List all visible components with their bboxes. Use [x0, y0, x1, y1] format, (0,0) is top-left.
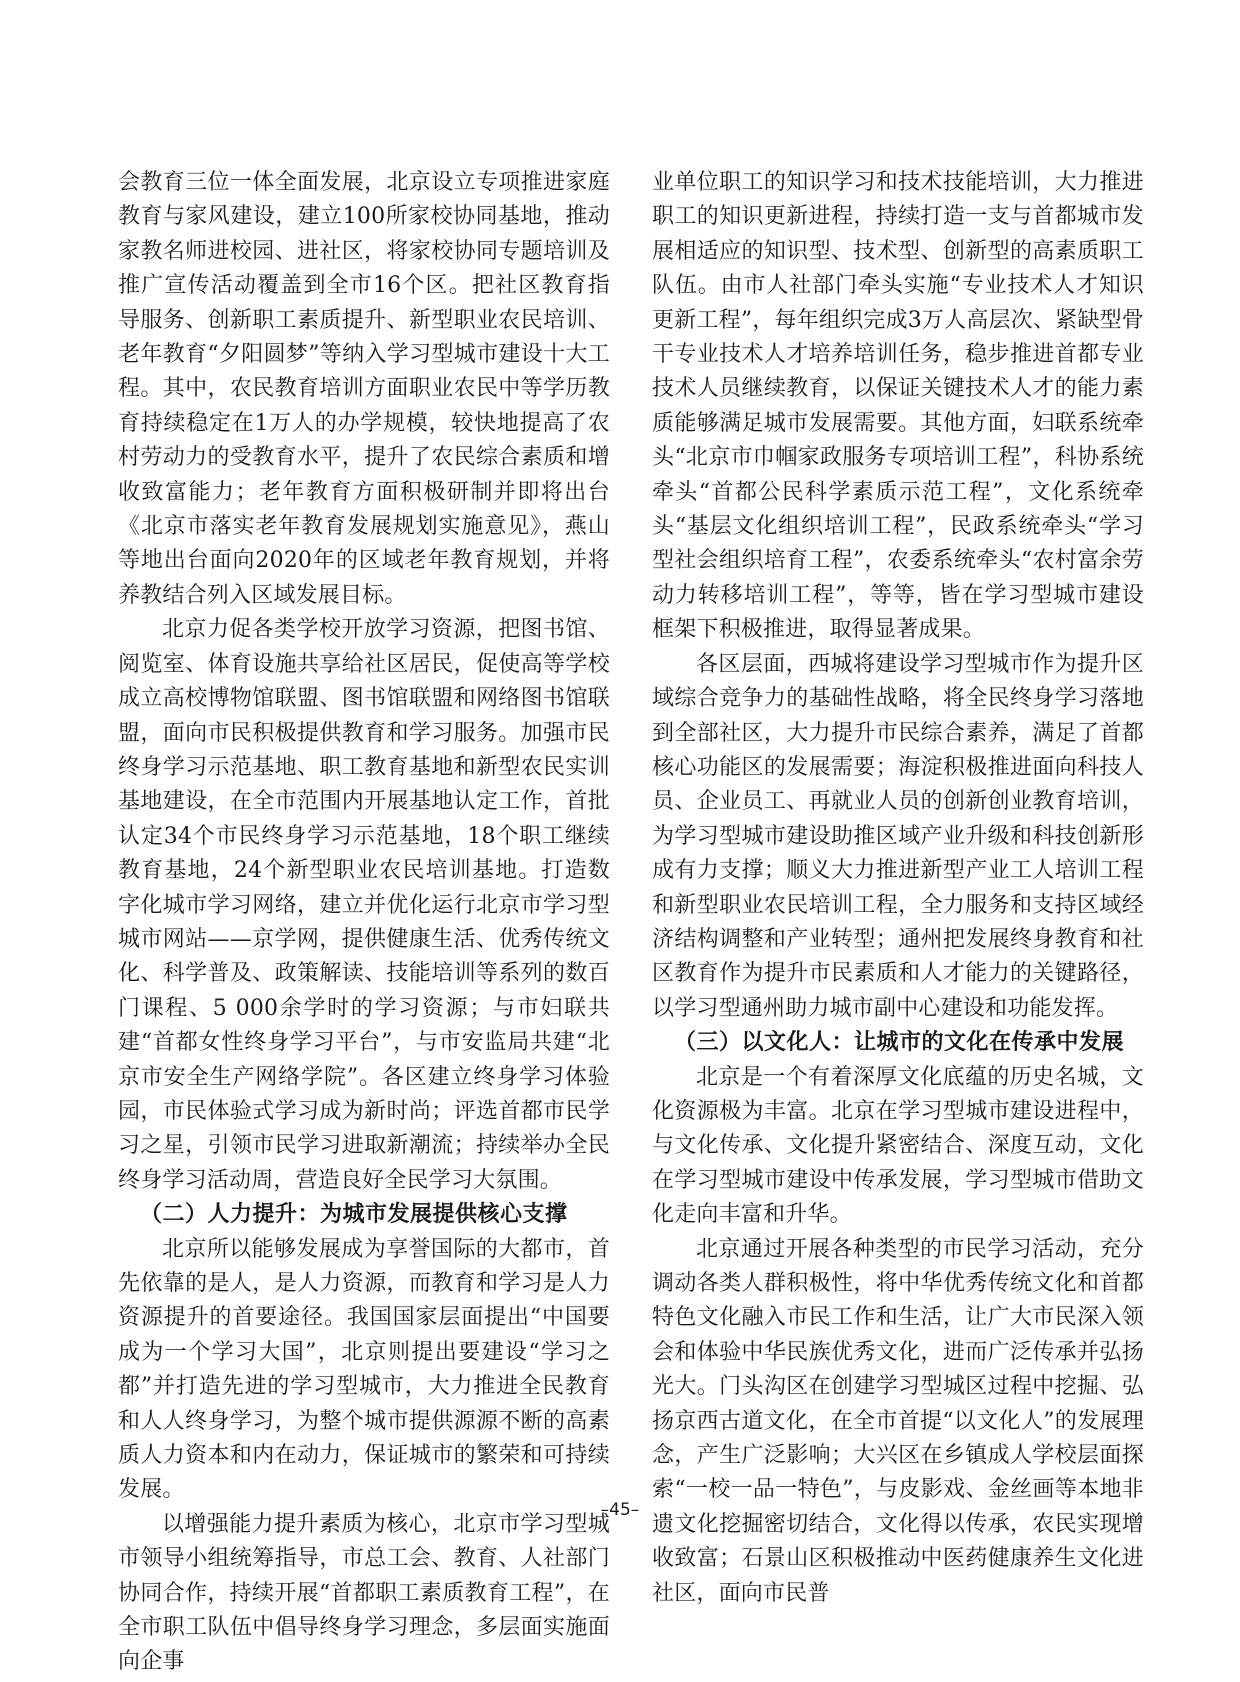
paragraph: 北京是一个有着深厚文化底蕴的历史名城，文化资源极为丰富。北京在学习型城市建设进程中，与文化传承、文化提升紧密结合、深度互动，文化在学习型城市建设中传承发展，学习型城市借助文化走向丰富和升华。: [652, 1064, 1144, 1228]
paragraph: 北京力促各类学校开放学习资源，把图书馆、阅览室、体育设施共享给社区居民，促使高等学校成立高校博物馆联盟、图书馆联盟和网络图书馆联盟，面向市民积极提供教育和学习服务。加强市民终身学习示范基地、职工教育基地和新型农民实训基地建设，在全市范围内开展基地认定工作，首批认定34个市民终身学习示范基地，18个职工继续教育基地，24个新型职业农民培训基地。打造数字化城市学习网络，建立并优化运行北京市学习型城市网站——京学网，提供健康生活、优秀传统文化、科学普及、政策解读、技能培训等系列的数百门课程、5 000余学时的学习资源；与市妇联共建“首都女性终身学习平台”，与市安监局共建“北京市安全生产网络学院”。各区建立终身学习体验园，市民体验式学习成为新时尚；评选首都市民学习之星，引领市民学习进取新潮流；持续举办全民终身学习活动周，营造良好全民学习大氛围。: [118, 617, 610, 1193]
paragraph: 业单位职工的知识学习和技术技能培训，大力推进职工的知识更新进程，持续打造一支与首都城市发展相适应的知识型、技术型、创新型的高素质职工队伍。由市人社部门牵头实施“专业技术人才知识更新工程”，每年组织完成3万人高层次、紧缺型骨干专业技术人才培养培训任务，稳步推进首都专业技术人员继续教育，以保证关键技术人才的能力素质能够满足城市发展需要。其他方面，妇联系统牵头“北京市巾帼家政服务专项培训工程”，科协系统牵头“首都公民科学素质示范工程”，文化系统牵头“基层文化组织培训工程”，民政系统牵头“学习型社会组织培育工程”，农委系统牵头“农村富余劳动力转移培训工程”，等等，皆在学习型城市建设框架下积极推进，取得显著成果。: [652, 170, 1144, 643]
section-heading: （三）以文化人：让城市的文化在传承中发展: [674, 1030, 1125, 1056]
left-column: [118, 166, 610, 1680]
paragraph: 各区层面，西城将建设学习型城市作为提升区域综合竞争力的基础性战略，将全民终身学习落地到全部社区，大力提升市民综合素养，满足了首都核心功能区的发展需要；海淀积极推进面向科技人员、企业员工、再就业人员的创新创业教育培训，为学习型城市建设助推区域产业升级和科技创新形成有力支撑；顺义大力推进新型产业工人培训工程和新型职业农民培训工程，全力服务和支持区域经济结构调整和产业转型；通州把发展终身教育和社区教育作为提升市民素质和人才能力的关键路径，以学习型通州助力城市副中心建设和功能发挥。: [652, 651, 1144, 1021]
paragraph: 北京所以能够发展成为享誉国际的大都市，首先依靠的是人，是人力资源，而教育和学习是人力资源提升的首要途径。我国国家层面提出“中国要成为一个学习大国”，北京则提出要建设“学习之都”并打造先进的学习型城市，大力推进全民教育和人人终身学习，为整个城市提供源源不断的高素质人力资本和内在动力，保证城市的繁荣和可持续发展。: [118, 1236, 610, 1503]
paragraph: 以增强能力提升素质为核心，北京市学习型城市领导小组统筹指导，市总工会、教育、人社部门协同合作，持续开展“首都职工素质教育工程”，在全市职工队伍中倡导终身学习理念，多层面实施面向企事: [118, 1511, 610, 1675]
section-heading: （二）人力提升：为城市发展提供核心支撑: [140, 1202, 568, 1228]
right-column: [652, 166, 1144, 1611]
paragraph: 会教育三位一体全面发展，北京设立专项推进家庭教育与家风建设，建立100所家校协同基地，推动家教名师进校园、进社区，将家校协同专题培训及推广宣传活动覆盖到全市16个区。把社区教育指导服务、创新职工素质提升、新型职业农民培训、老年教育“夕阳圆梦”等纳入学习型城市建设十大工程。其中，农民教育培训方面职业农民中等学历教育持续稳定在1万人的办学规模，较快地提高了农村劳动力的受教育水平，提升了农民综合素质和增收致富能力；老年教育方面积极研制并即将出台《北京市落实老年教育发展规划实施意见》，燕山等地出台面向2020年的区域老年教育规划，并将养教结合列入区域发展目标。: [118, 170, 610, 608]
paragraph: 北京通过开展各种类型的市民学习活动，充分调动各类人群积极性，将中华优秀传统文化和首都特色文化融入市民工作和生活，让广大市民深入领会和体验中华民族优秀文化，进而广泛传承并弘扬光大。门头沟区在创建学习型城区过程中挖掘、弘扬京西古道文化，在全市首提“以文化人”的发展理念，产生广泛影响；大兴区在乡镇成人学校层面探索“一校一品一特色”，与皮影戏、金丝画等本地非遗文化挖掘密切结合，文化得以传承，农民实现增收致富；石景山区积极推动中医药健康养生文化进社区，面向市民普: [652, 1236, 1144, 1606]
page-number: –45–: [600, 1500, 640, 1520]
